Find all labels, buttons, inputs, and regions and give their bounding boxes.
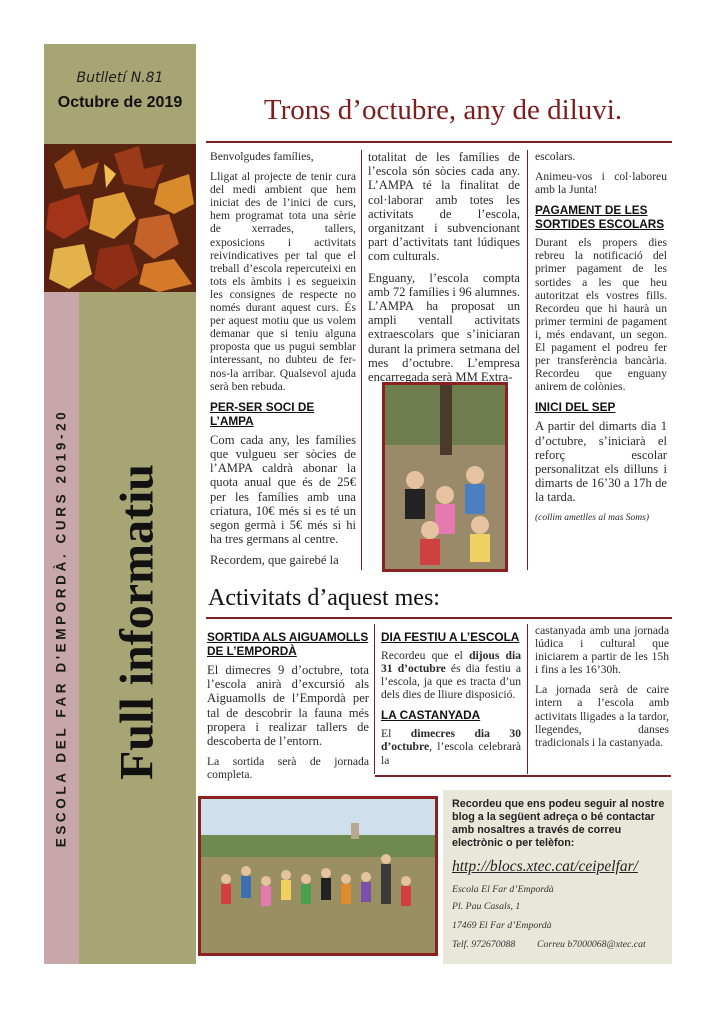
column-divider — [374, 624, 375, 774]
group-photo — [198, 796, 438, 956]
address-street: Pl. Pau Casals, 1 — [452, 901, 521, 912]
address-school: Escola El Far d’Empordà — [452, 884, 554, 895]
heading-dia-festiu: DIA FESTIU A L’ESCOLA — [381, 630, 520, 644]
column-divider — [527, 624, 528, 774]
school-name-text: ESCOLA DEL FAR D'EMPORDÀ. CURS 2019-20 — [53, 408, 69, 848]
activitats-column-3 — [535, 624, 669, 756]
col1-paragraph-3: Recordem, que gairebé la — [210, 553, 339, 568]
aiguamolls-paragraph-1: El dimecres 9 d’octubre, tota l’escola anirà d’excursió als Aiguamolls de l’Empordà per tal de descobrir la fauna més propera i realizar tallers de descoberta de l’entorn. — [207, 663, 369, 749]
castanyada-text-2: , l’escola celebrarà la — [381, 740, 521, 767]
col2-paragraph-1: totalitat de les famílies de l’escola són sòcies cada any. L’AMPA té la finalitat de col·laborar amb totes les activitats de l’escola, organitzant i subvencionant part d’activitats tant lúdiques com culturals. — [368, 150, 520, 264]
activitats-title: Activitats d’aquest mes: — [208, 585, 440, 611]
issue-date: Octubre de 2019 — [57, 94, 183, 111]
sidebar-header — [44, 44, 196, 144]
activitats-column-2 — [381, 624, 521, 774]
dia-festiu-date: dijous dia 31 d’octubre — [381, 649, 521, 676]
heading-ampa: PER-SER SOCI DE L’AMPA — [210, 399, 315, 428]
column-divider — [527, 150, 528, 570]
castanyada-date: dimecres dia 30 d’octubre — [381, 727, 521, 754]
contact-phone: Telf. 972670088 — [452, 939, 516, 950]
full-informatiu-text: Full informatiu — [110, 463, 164, 781]
column-2 — [368, 150, 520, 391]
castanyada-paragraph-3: La jornada serà de caire intern a l’escola amb activitats lligades a la tardor, llegendes, danses tradicionals i la castanyada. — [535, 683, 669, 749]
autumn-leaves-image — [44, 144, 196, 292]
heading-aiguamolls: SORTIDA ALS AIGUAMOLLS DE L’EMPORDÀ — [207, 630, 369, 658]
heading-sep: INICI DEL SEP — [535, 400, 616, 415]
col3-paragraph-3: Durant els propers dies rebreu la notificació del primer pagament de les sortides a les que heu autoritzat els vostres fills. Recordeu que hi haurà un primer termini de pagament i, més endavant, un segon. El pagament el podreu fer per transferència bancària. Recordeu que enguany anirem de colònies. — [535, 236, 667, 394]
castanyada-paragraph-1 — [381, 727, 521, 766]
col3-paragraph-4: A partir del dimarts dia 1 d’octubre, s’iniciarà el reforç escolar personalitzat els dilluns i dimarts de 16’30 a 17h de la tarda. — [535, 419, 667, 505]
blog-link[interactable]: http://blocs.xtec.cat/ceipelfar/ — [452, 858, 638, 875]
activitats-column-1 — [207, 624, 369, 788]
col1-paragraph-1: Lligat al projecte de tenir cura del medi ambient que hem iniciat des de l’inici de curs, hem programat tota una sèrie de xerrades, tallers, exposicions i activitats reivindicatives per tal que el treball d’escola repercuteixi en tots els àmbits i es segueixin les consignes de respecte no només durant aquest curs. És per aquest motiu que us volem demanar que si teniu alguna proposta que us pugui semblar interessant, no dubteu de fer-nos-la arribar. Qualsevol ajuda serà ben rebuda. — [210, 170, 356, 393]
issue-number: Butlletí N.81 — [76, 70, 164, 86]
blog-intro: Recordeu que ens podeu seguir al nostre blog a la següent adreça o bé contactar amb nosaltres a través de correu electrònic o per telèfon: — [452, 798, 665, 849]
page-title: Trons d’octubre, any de diluvi. — [263, 94, 623, 126]
title-divider — [206, 141, 672, 143]
heading-castanyada: LA CASTANYADA — [381, 708, 481, 723]
aiguamolls-paragraph-2: La sortida serà de jornada completa. — [207, 755, 369, 782]
bottom-divider — [375, 775, 671, 777]
dia-festiu-text-2: és dia festiu a l’escola, ja que es tracta d’un dels dies de lliure disposició. — [381, 662, 521, 702]
castanyada-paragraph-2: castanyada amb una jornada lúdica i cultural que iniciarem a partir de les 15h i fins a les 16’30h. — [535, 624, 669, 677]
column-divider — [361, 150, 362, 570]
photo-caption: (collim ametlles al mas Soms) — [535, 512, 649, 523]
greeting: Benvolgudes famílies, — [210, 150, 314, 163]
kids-almonds-photo — [382, 382, 508, 572]
contact-email[interactable]: Correu b7000068@xtec.cat — [537, 939, 646, 950]
col1-paragraph-2: Com cada any, les famílies que vulgueu ser sòcies de l’AMPA caldrà abonar la quota anual que és de 25€ per les famílies amb una criatura, 10€ més si es té un segon germà i 5€ més si hi ha tres germans al centre. — [210, 432, 356, 547]
castanyada-text-1: El — [381, 727, 411, 741]
column-1 — [210, 150, 356, 575]
address-city: 17469 El Far d’Empordà — [452, 920, 552, 931]
column-3 — [535, 150, 667, 525]
heading-pagament: PAGAMENT DE LES SORTIDES ESCOLARS — [535, 203, 665, 232]
activitats-divider — [206, 617, 672, 619]
dia-festiu-text-1: Recordeu que el — [381, 649, 470, 662]
col2-paragraph-2: Enguany, l’escola compta amb 72 famílies i 96 alumnes. L’AMPA ha proposat un ampli ventall activitats extraescolars que s’iniciaran durant la primera setmana del mes d’octubre. L’empresa encarregada serà MM Extra- — [368, 270, 520, 385]
dia-festiu-paragraph — [381, 649, 521, 701]
col3-paragraph-1: escolars. — [535, 150, 576, 163]
col3-paragraph-2: Animeu-vos i col·laboreu amb la Junta! — [535, 170, 667, 197]
